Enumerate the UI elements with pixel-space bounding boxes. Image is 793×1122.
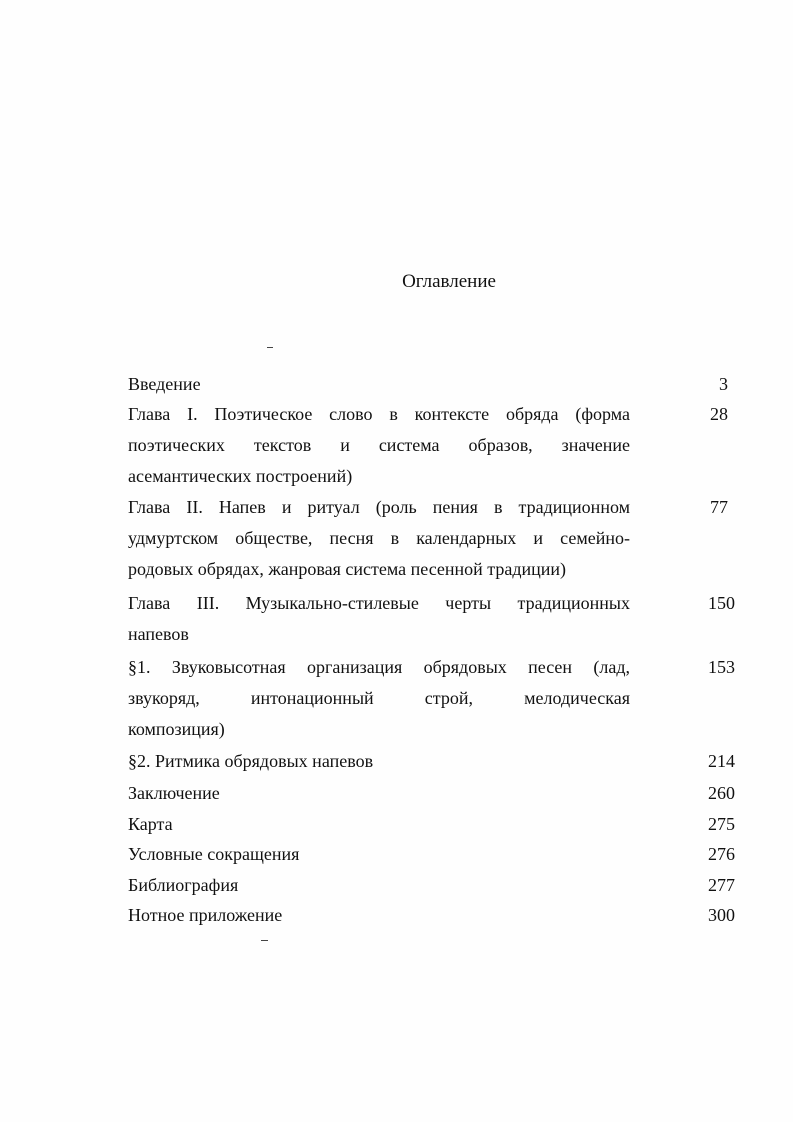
toc-page-number: 28 bbox=[710, 404, 728, 424]
toc-entry-text bbox=[128, 588, 630, 650]
toc-page-number: 277 bbox=[708, 875, 735, 895]
toc-line: звукоряд, интонационный строй, мелодическая bbox=[128, 688, 630, 708]
toc-page-number: 275 bbox=[708, 814, 735, 834]
toc-line: поэтических текстов и система образов, значение bbox=[128, 435, 630, 455]
toc-line: §1. Звуковысотная организация обрядовых песен (лад, bbox=[128, 657, 630, 677]
toc-line: напевов bbox=[128, 624, 189, 644]
toc-page-number: 300 bbox=[708, 905, 735, 925]
toc-line: Заключение bbox=[128, 783, 220, 803]
scan-speck bbox=[267, 347, 273, 348]
toc-entry-music-appendix bbox=[128, 900, 630, 931]
toc-entry-text bbox=[128, 809, 630, 840]
toc-entry-text bbox=[128, 369, 630, 400]
toc-page-number: 214 bbox=[708, 751, 735, 771]
toc-line: Библиография bbox=[128, 875, 239, 895]
toc-line: Введение bbox=[128, 374, 201, 394]
toc-entry-text bbox=[128, 492, 630, 585]
toc-line: §2. Ритмика обрядовых напевов bbox=[128, 751, 374, 771]
toc-line: композиция) bbox=[128, 719, 225, 739]
toc-line: Нотное приложение bbox=[128, 905, 283, 925]
toc-page-number: 3 bbox=[719, 374, 728, 394]
toc-entry-section-2 bbox=[128, 746, 630, 777]
toc-entry-chapter-2 bbox=[128, 492, 630, 585]
scan-speck bbox=[261, 940, 268, 941]
page-title: Оглавление bbox=[402, 271, 496, 292]
toc-page-number: 276 bbox=[708, 844, 735, 864]
toc-entry-conclusion bbox=[128, 778, 630, 809]
toc-entry-section-1 bbox=[128, 652, 630, 745]
toc-page-number: 260 bbox=[708, 783, 735, 803]
toc-entry-text bbox=[128, 652, 630, 745]
toc-entry-introduction bbox=[128, 369, 630, 400]
toc-entry-abbreviations bbox=[128, 839, 630, 870]
toc-page-number: 77 bbox=[710, 497, 728, 517]
toc-line: Глава III. Музыкально-стилевые черты традиционных bbox=[128, 593, 630, 613]
toc-entry-map bbox=[128, 809, 630, 840]
toc-entry-chapter-1 bbox=[128, 399, 630, 492]
toc-line: асемантических построений) bbox=[128, 466, 353, 486]
toc-entry-text bbox=[128, 399, 630, 492]
toc-entry-chapter-3 bbox=[128, 588, 630, 650]
toc-entry-text bbox=[128, 778, 630, 809]
toc-line: Карта bbox=[128, 814, 173, 834]
toc-page-number: 153 bbox=[708, 657, 735, 677]
toc-line: Глава I. Поэтическое слово в контексте обряда (форма bbox=[128, 404, 630, 424]
toc-entry-text bbox=[128, 870, 630, 901]
toc-line: Условные сокращения bbox=[128, 844, 300, 864]
toc-line: удмуртском обществе, песня в календарных и семейно- bbox=[128, 528, 630, 548]
toc-page-number: 150 bbox=[708, 593, 735, 613]
toc-entry-text bbox=[128, 746, 630, 777]
toc-entry-bibliography bbox=[128, 870, 630, 901]
toc-entry-text bbox=[128, 839, 630, 870]
toc-line: родовых обрядах, жанровая система песенной традиции) bbox=[128, 559, 567, 579]
toc-entry-text bbox=[128, 900, 630, 931]
toc-line: Глава II. Напев и ритуал (роль пения в традиционном bbox=[128, 497, 630, 517]
